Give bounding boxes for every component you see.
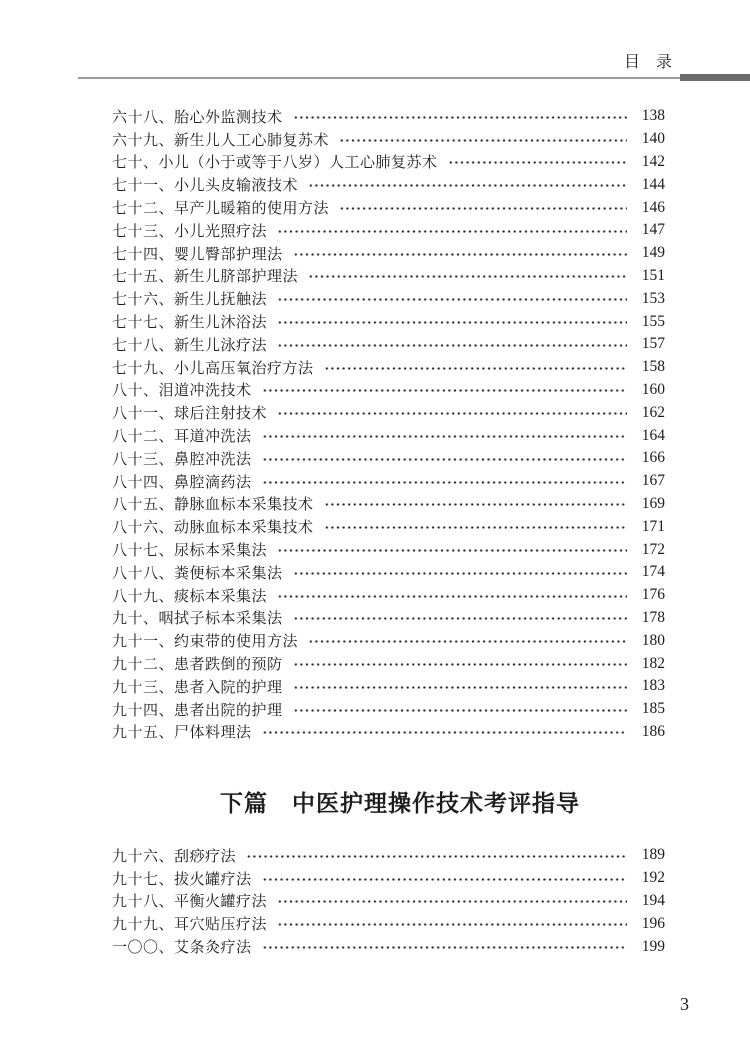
toc-entry-title: 六十九、新生儿人工心肺复苏术: [112, 132, 330, 149]
dot-leader: [324, 497, 627, 512]
toc-entry: [112, 607, 665, 630]
toc-entry: [112, 584, 665, 607]
toc-entry: [112, 538, 665, 561]
toc-entry-page: 140: [641, 130, 665, 148]
toc-entry: [112, 493, 665, 516]
toc-entry-title: 八十九、痰标本采集法: [112, 588, 268, 605]
toc-entry-title: 七十四、婴儿臀部护理法: [112, 246, 283, 263]
toc-entry: [112, 890, 665, 913]
toc-entry-title: 八十八、粪便标本采集法: [112, 565, 283, 582]
dot-leader: [277, 589, 627, 604]
toc-entry: [112, 721, 665, 744]
toc-entry-title: 七十六、新生儿抚触法: [112, 292, 268, 309]
dot-leader: [324, 520, 627, 535]
dot-leader: [277, 224, 627, 239]
toc-entry-title: 七十三、小儿光照疗法: [112, 223, 268, 240]
toc-entry: [112, 379, 665, 402]
toc-entry-title: 九十三、患者入院的护理: [112, 679, 283, 696]
toc-entry: [112, 447, 665, 470]
toc-entry-title: 七十七、新生儿沐浴法: [112, 315, 268, 332]
dot-leader: [308, 178, 627, 193]
dot-leader: [277, 917, 627, 932]
toc-entry-title: 九十、咽拭子标本采集法: [112, 611, 283, 628]
toc-entry: [112, 652, 665, 675]
toc-entry: [112, 470, 665, 493]
toc-entry: [112, 401, 665, 424]
toc-entry-page: 160: [641, 380, 665, 398]
toc-entry-title: 八十五、静脉血标本采集技术: [112, 497, 314, 514]
toc-entry-title: 六十八、胎心外监测技术: [112, 109, 283, 126]
toc-entry-page: 171: [641, 517, 665, 535]
page-header-title: 目 录: [623, 54, 672, 71]
toc-entry-page: 147: [641, 221, 665, 239]
toc-entry: [112, 935, 665, 958]
toc-entry-page: 172: [641, 540, 665, 558]
dot-leader: [262, 475, 627, 490]
dot-leader: [293, 110, 627, 125]
toc-entry-title: 九十二、患者跌倒的预防: [112, 657, 283, 674]
dot-leader: [293, 680, 627, 695]
toc-entry-title: 七十八、新生儿泳疗法: [112, 337, 268, 354]
toc-entry-page: 176: [641, 586, 665, 604]
toc-entry-title: 七十五、新生儿脐部护理法: [112, 269, 299, 286]
dot-leader: [262, 383, 627, 398]
toc-entry-title: 九十五、尸体料理法: [112, 725, 252, 742]
toc-entry-page: 182: [641, 654, 665, 672]
toc-entry-page: 162: [641, 403, 665, 421]
page-number: 3: [680, 994, 689, 1014]
toc-entry: [112, 219, 665, 242]
dot-leader: [308, 634, 627, 649]
toc-entry: [112, 310, 665, 333]
toc-entry-title: 八十、泪道冲洗技术: [112, 383, 252, 400]
dot-leader: [277, 315, 627, 330]
dot-leader: [324, 361, 627, 376]
toc-entry-page: 158: [641, 358, 665, 376]
dot-leader: [308, 269, 627, 284]
toc-entry: [112, 196, 665, 219]
toc-entry-page: 186: [641, 722, 665, 740]
toc-entry-page: 151: [641, 266, 665, 284]
toc-entry-page: 155: [641, 312, 665, 330]
dot-leader: [262, 872, 627, 887]
toc-entry: [112, 698, 665, 721]
toc-entry: [112, 128, 665, 151]
dot-leader: [339, 133, 627, 148]
dot-leader: [293, 703, 627, 718]
toc-entry-title: 八十七、尿标本采集法: [112, 543, 268, 560]
dot-leader: [262, 725, 627, 740]
dot-leader: [262, 452, 627, 467]
dot-leader: [277, 292, 627, 307]
toc-entry-title: 七十九、小儿高压氧治疗方法: [112, 360, 314, 377]
dot-leader: [262, 429, 627, 444]
toc-entry-title: 九十一、约束带的使用方法: [112, 634, 299, 651]
toc-entry-title: 九十七、拔火罐疗法: [112, 871, 252, 888]
toc-entry-title: 九十六、刮痧疗法: [112, 848, 237, 865]
dot-leader: [293, 657, 627, 672]
toc-entry-page: 164: [641, 426, 665, 444]
toc-entry: [112, 333, 665, 356]
toc-entry: [112, 265, 665, 288]
toc-entry-page: 199: [641, 937, 665, 955]
section-heading: 下篇 中医护理操作技术考评指导: [220, 791, 580, 816]
toc-entry-title: 八十四、鼻腔滴药法: [112, 474, 252, 491]
toc-entry: [112, 844, 665, 867]
toc-entry-page: 149: [641, 244, 665, 262]
toc-entry: [112, 287, 665, 310]
toc-entry-page: 169: [641, 494, 665, 512]
dot-leader: [293, 611, 627, 626]
toc-entry-title: 八十一、球后注射技术: [112, 406, 268, 423]
toc-entry-page: 146: [641, 198, 665, 216]
toc-entry-title: 八十二、耳道冲洗法: [112, 429, 252, 446]
toc-entry-page: 174: [641, 563, 665, 581]
dot-leader: [448, 155, 627, 170]
toc-entry-page: 180: [641, 631, 665, 649]
toc-list-lower: [112, 844, 665, 958]
toc-entry: [112, 356, 665, 379]
toc-entry-page: 196: [641, 914, 665, 932]
header-rule-thick: [680, 74, 750, 81]
toc-entry: [112, 675, 665, 698]
toc-entry-page: 153: [641, 289, 665, 307]
header-rule-thin: [78, 77, 680, 79]
dot-leader: [277, 406, 627, 421]
toc-entry-page: 166: [641, 449, 665, 467]
toc-entry-title: 八十三、鼻腔冲洗法: [112, 451, 252, 468]
dot-leader: [277, 338, 627, 353]
toc-entry-title: 七十、小儿（小于或等于八岁）人工心肺复苏术: [112, 155, 438, 172]
dot-leader: [277, 894, 627, 909]
toc-entry-title: 八十六、动脉血标本采集技术: [112, 520, 314, 537]
toc-entry: [112, 515, 665, 538]
toc-entry: [112, 867, 665, 890]
toc-entry: [112, 561, 665, 584]
toc-entry-page: 189: [641, 846, 665, 864]
dot-leader: [277, 543, 627, 558]
toc-entry-page: 144: [641, 175, 665, 193]
toc-entry: [112, 105, 665, 128]
toc-entry: [112, 151, 665, 174]
toc-entry-page: 142: [641, 152, 665, 170]
dot-leader: [293, 247, 627, 262]
toc-list-upper: [112, 105, 665, 743]
toc-entry-title: 一〇〇、艾条灸疗法: [112, 940, 252, 957]
toc-entry-title: 九十八、平衡火罐疗法: [112, 894, 268, 911]
toc-entry-title: 九十九、耳穴贴压疗法: [112, 917, 268, 934]
dot-leader: [246, 849, 627, 864]
toc-entry-page: 167: [641, 472, 665, 490]
toc-entry-page: 157: [641, 335, 665, 353]
dot-leader: [293, 566, 627, 581]
toc-entry: [112, 629, 665, 652]
toc-entry-title: 九十四、患者出院的护理: [112, 702, 283, 719]
toc-entry-title: 七十二、早产儿暖箱的使用方法: [112, 201, 330, 218]
toc-entry: [112, 173, 665, 196]
dot-leader: [339, 201, 627, 216]
toc-entry-page: 192: [641, 869, 665, 887]
toc-entry: [112, 912, 665, 935]
toc-entry-title: 七十一、小儿头皮输液技术: [112, 178, 299, 195]
toc-entry: [112, 424, 665, 447]
toc-entry-page: 185: [641, 700, 665, 718]
toc-entry-page: 138: [641, 107, 665, 125]
toc-entry: [112, 242, 665, 265]
toc-entry-page: 194: [641, 891, 665, 909]
toc-entry-page: 183: [641, 677, 665, 695]
toc-entry-page: 178: [641, 608, 665, 626]
dot-leader: [262, 940, 627, 955]
